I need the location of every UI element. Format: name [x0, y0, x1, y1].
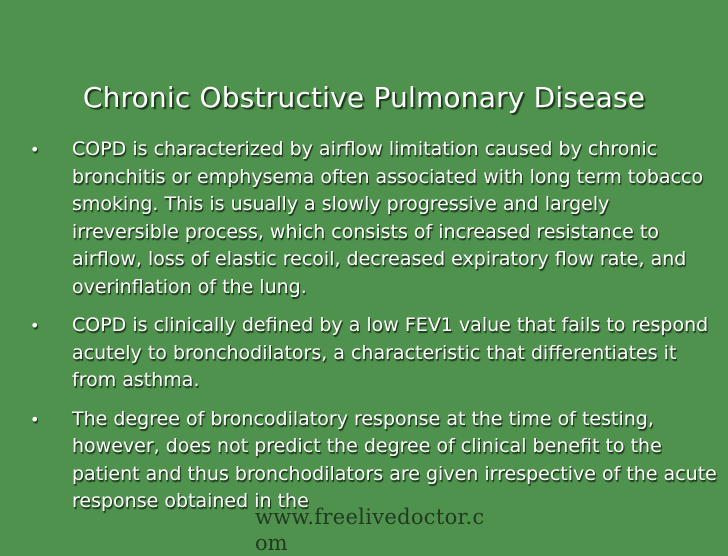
bullet-item	[30, 312, 720, 395]
bullet-item	[30, 136, 720, 301]
bullet-text: COPD is clinically defined by a low FEV1 value that fails to respond acutely to bronchodilators, a characteristic that differentiates it from asthma.	[72, 314, 709, 391]
watermark-text-continued: om	[255, 531, 288, 555]
slide-title: Chronic Obstructive Pulmonary Disease	[82, 81, 646, 114]
bullet-text: The degree of broncodilatory response at the time of testing, however, does not predict the degree of clinical benefit to the patient and thus bronchodilators are given irrespective of the acute response obtained in the	[72, 407, 717, 512]
bullet-icon: •	[30, 140, 40, 159]
bullet-item	[30, 406, 720, 516]
watermark-text: www.freelivedoctor.c	[255, 505, 485, 529]
bullet-icon: •	[30, 409, 40, 429]
bullet-text: COPD is characterized by airflow limitation caused by chronic bronchitis or emphysema often associated with long term tobacco smoking. This is usually a slowly progressive and largely irreversible process, which consists of increased resistance to airflow, loss of elastic recoil, decreased expiratory flow rate, and overinflation of the lung.	[72, 138, 704, 298]
bullet-icon: •	[30, 316, 40, 335]
bullet-list	[30, 136, 720, 516]
